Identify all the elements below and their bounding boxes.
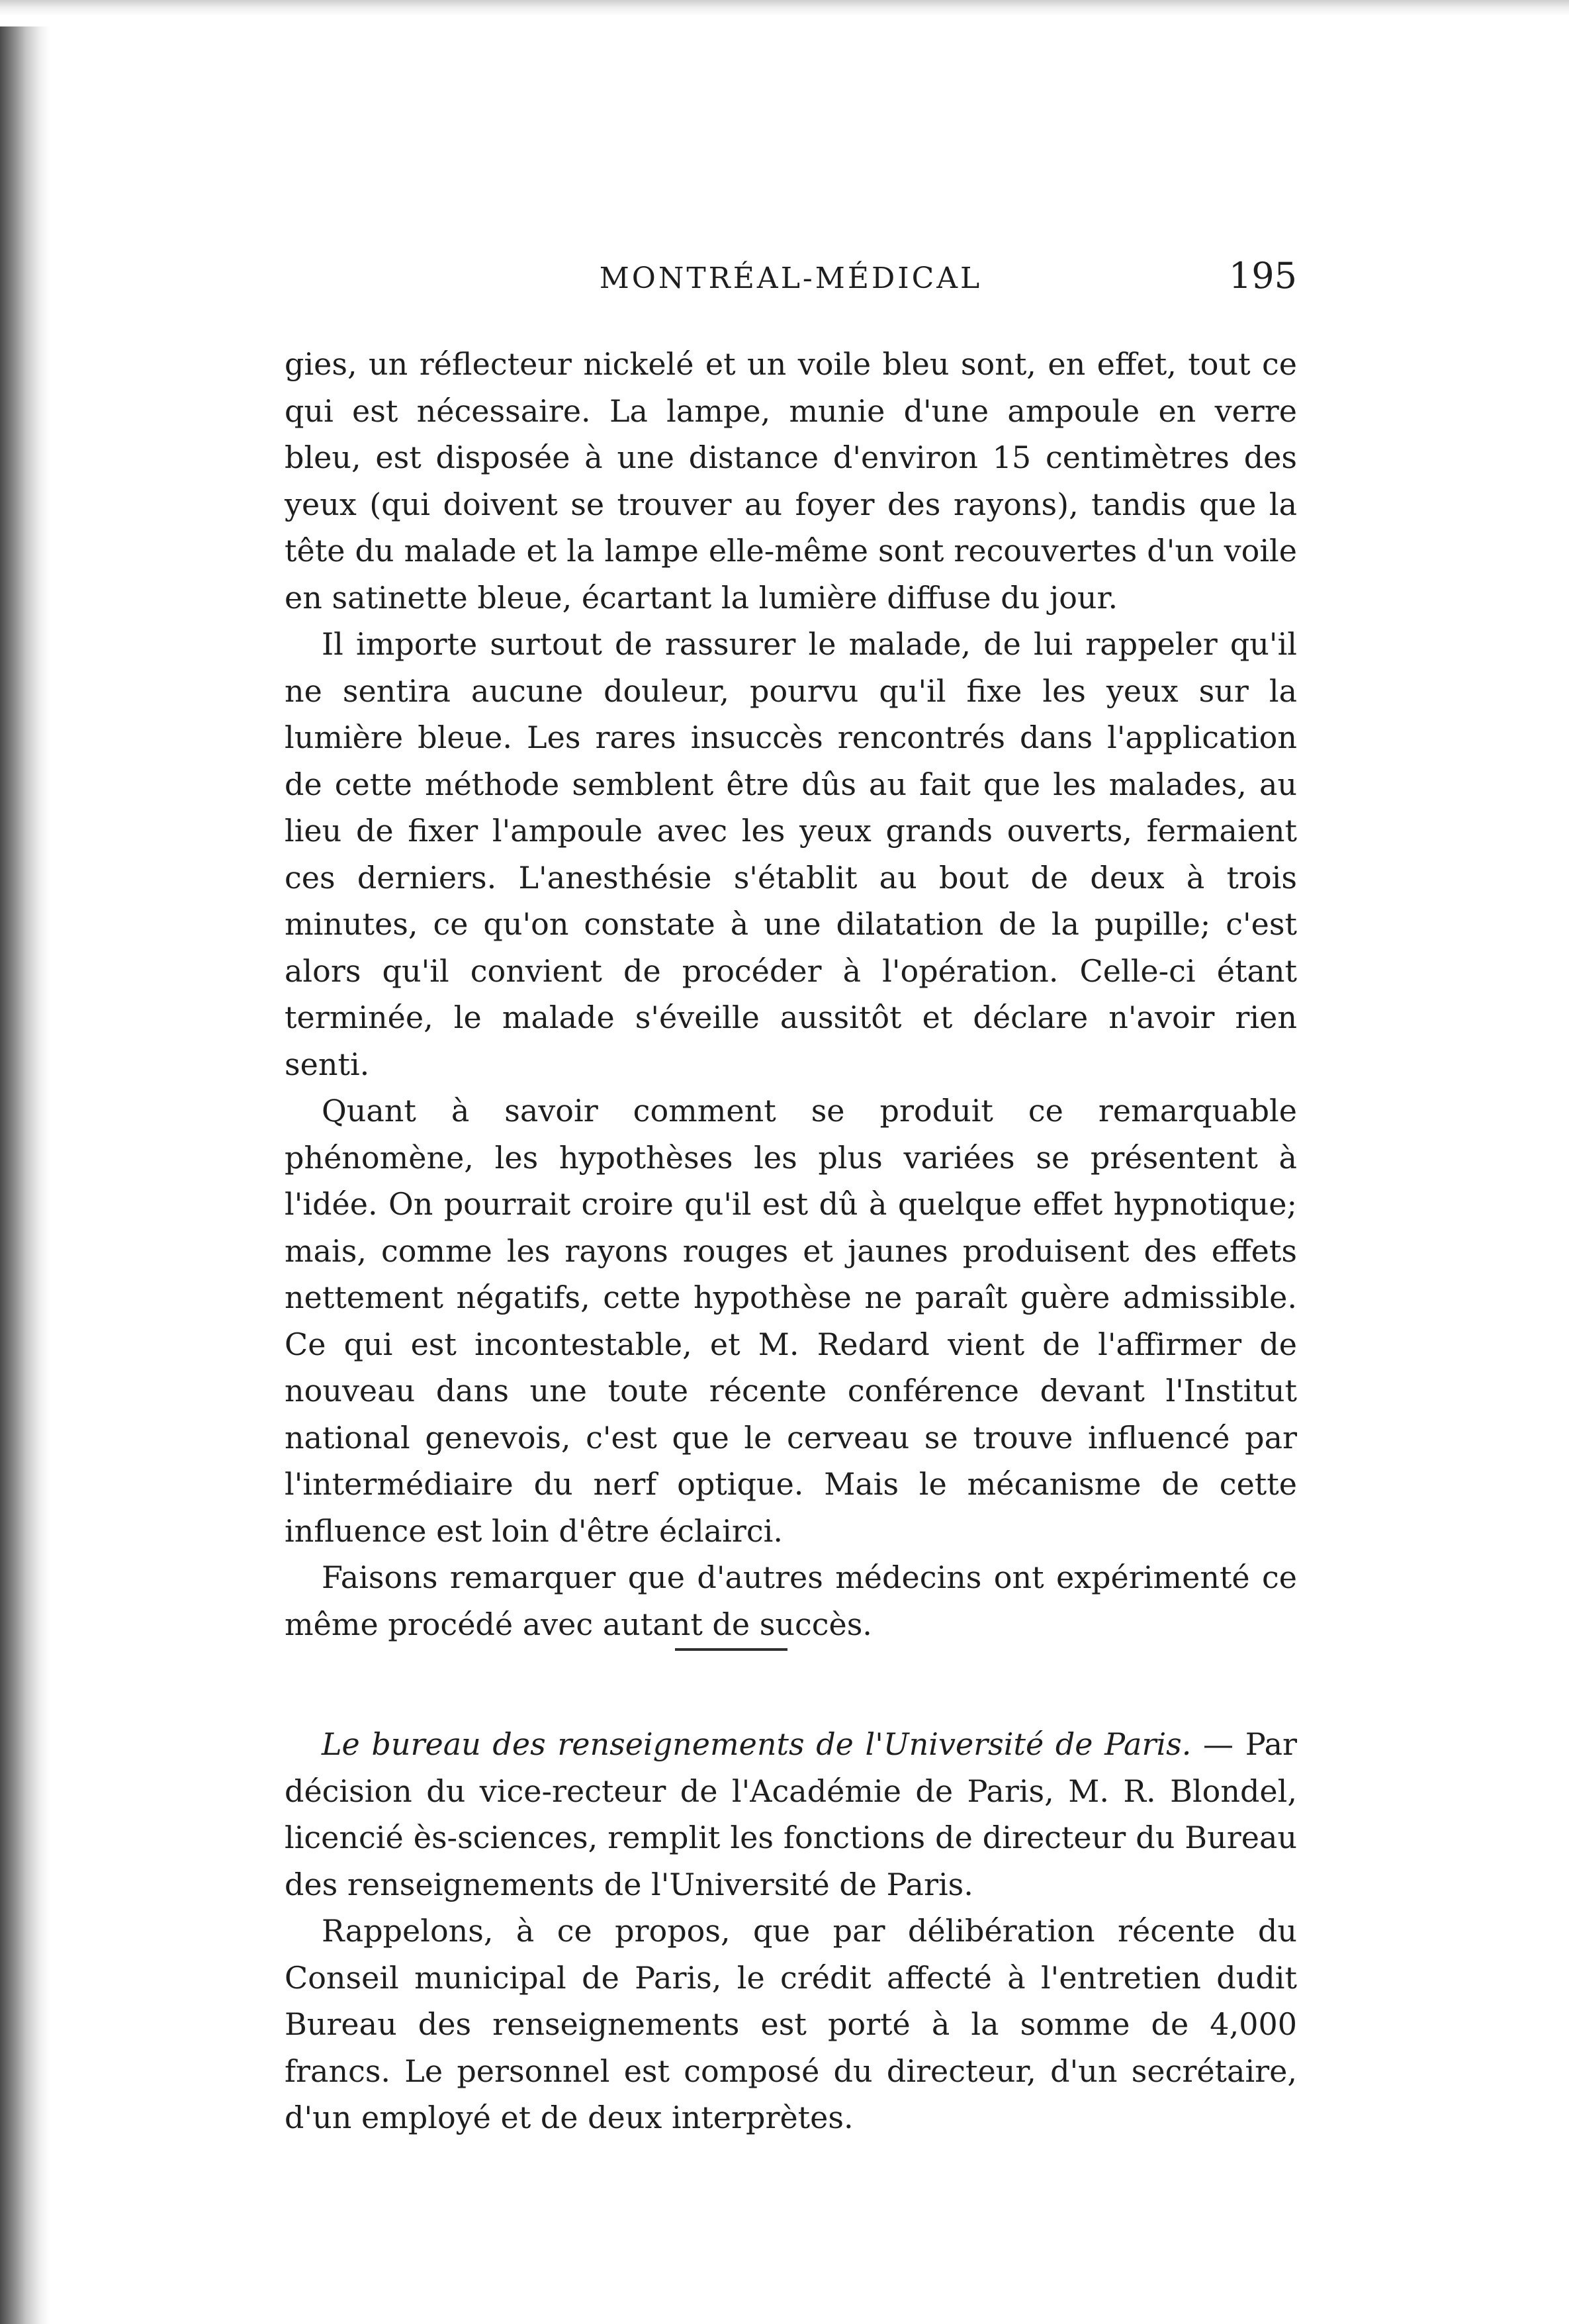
news-paragraph-1 — [285, 1721, 1297, 1908]
paragraph-4: Faisons remarquer que d'autres médecins ont expérimenté ce même procédé avec autant de succès. — [285, 1559, 1297, 1642]
article-body — [285, 341, 1297, 1648]
book-spine-shadow — [0, 26, 50, 2324]
paragraph-3: Quant à savoir comment se produit ce remarquable phénomène, les hypothèses les plus variées se présentent à l'idée. On pourrait croire qu'il est dû à quelque effet hypnotique; mais, comme les rayons rouges et jaunes produisent des effets nettement négatifs, cette hypothèse ne paraît guère admissible. Ce qui est incontestable, et M. Redard vient de l'affirmer de nouveau dans une toute récente conférence devant l'Institut national genevois, c'est que le cerveau se trouve influencé par l'intermédiaire du nerf optique. Mais le mécanisme de cette influence est loin d'être éclairci. — [285, 1093, 1297, 1549]
paragraph-1: gies, un réflecteur nickelé et un voile bleu sont, en effet, tout ce qui est nécessaire. La lampe, munie d'une ampoule en verre bleu, est disposée à une distance d'environ 15 centimètres des yeux (qui doivent se trouver au foyer des rayons), tandis que la tête du malade et la lampe elle-même sont recouvertes d'un voile en satinette bleue, écartant la lumière diffuse du jour. — [285, 346, 1297, 616]
running-title: MONTRÉAL-MÉDICAL — [599, 261, 983, 295]
page-number: 195 — [1228, 255, 1297, 297]
news-item — [285, 1721, 1297, 2141]
paragraph-2: Il importe surtout de rassurer le malade, de lui rappeler qu'il ne sentira aucune douleur, pourvu qu'il fixe les yeux sur la lumière bleue. Les rares insuccès rencontrés dans l'application de cette méthode semblent être dûs au fait que les malades, au lieu de fixer l'ampoule avec les yeux grands ouverts, fermaient ces derniers. L'anesthésie s'établit au bout de deux à trois minutes, ce qu'on constate à une dilatation de la pupille; c'est alors qu'il convient de procéder à l'opération. Celle-ci étant terminée, le malade s'éveille aussitôt et déclare n'avoir rien senti. — [285, 626, 1297, 1082]
news-paragraph-1-text: — Par décision du vice-recteur de l'Académie de Paris, M. R. Blondel, licencié ès-sciences, remplit les fonctions de directeur du Bureau des renseignements de l'Université de Paris. — [285, 1726, 1297, 1902]
news-paragraph-2: Rappelons, à ce propos, que par délibération récente du Conseil municipal de Paris, le crédit affecté à l'entretien dudit Bureau des renseignements est porté à la somme de 4,000 francs. Le personnel est composé du directeur, d'un secrétaire, d'un employé et de deux interprètes. — [285, 1913, 1297, 2135]
page-top-edge — [0, 0, 1569, 16]
running-head — [285, 255, 1297, 314]
section-divider — [675, 1648, 787, 1651]
news-title: Le bureau des renseignements de l'Université de Paris. — [322, 1726, 1192, 1762]
